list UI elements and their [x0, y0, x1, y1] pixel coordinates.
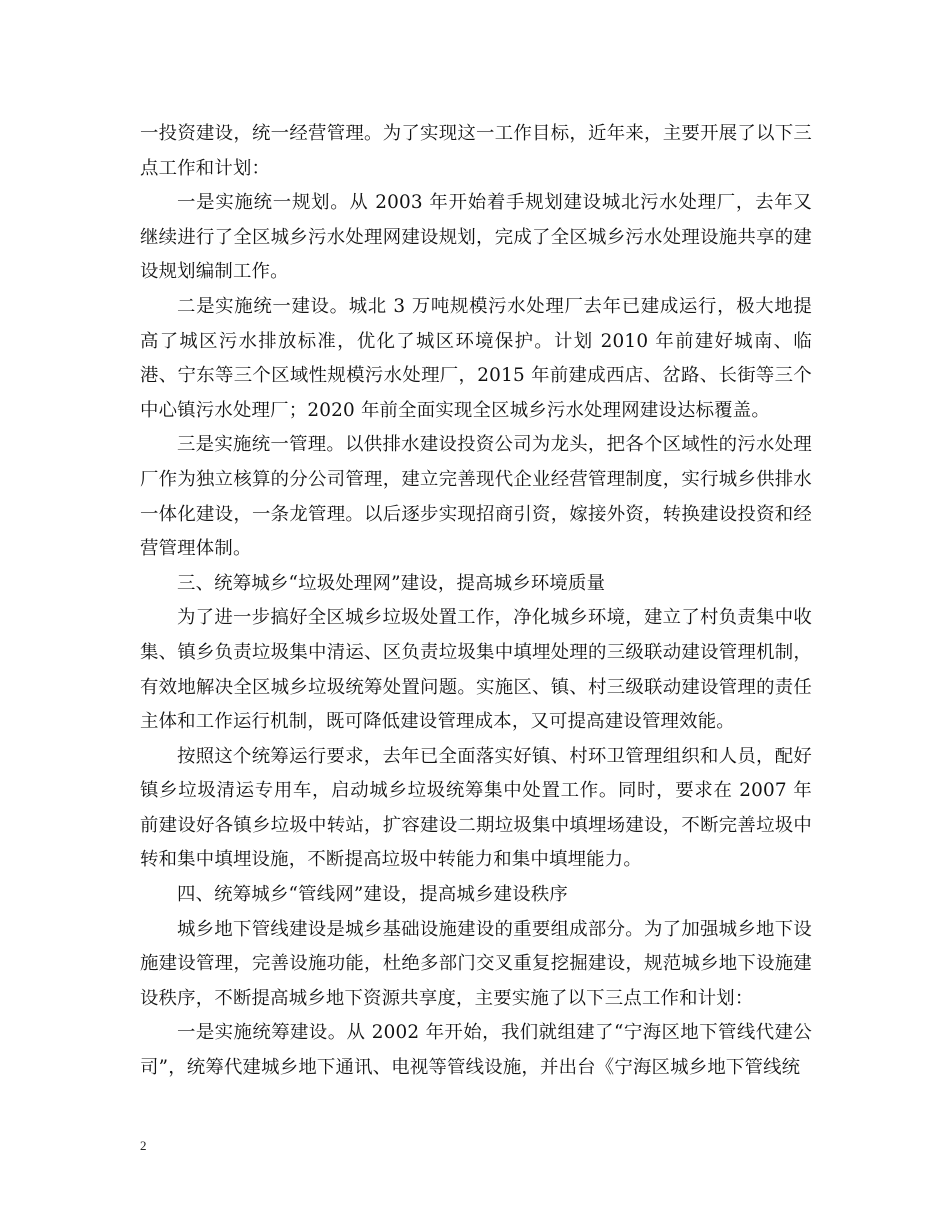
paragraph-4: 三是实施统一管理。以供排水建设投资公司为龙头，把各个区域性的污水处理厂作为独立核算的分公司管理，建立完善现代企业经营管理制度，实行城乡供排水一体化建设，一条龙管理。以后逐步实现招商引资，嫁接外资，转换建设投资和经营管理体制。 [140, 434, 812, 560]
paragraph-6: 为了进一步搞好全区城乡垃圾处置工作，净化城乡环境，建立了村负责集中收集、镇乡负责垃圾集中清运、区负责垃圾集中填埋处理的三级联动建设管理机制，有效地解决全区城乡垃圾统筹处置问题。实施区、镇、村三级联动建设管理的责任主体和工作运行机制，既可降低建设管理成本，又可提高建设管理效能。 [140, 607, 812, 733]
page-number: 2 [140, 1138, 147, 1153]
paragraph-10: 一是实施统筹建设。从 2002 年开始，我们就组建了“宁海区地下管线代建公司”，统筹代建城乡地下通讯、电视等管线设施，并出台《宁海区城乡地下管线统 [140, 1022, 812, 1079]
paragraph-9: 城乡地下管线建设是城乡基础设施建设的重要组成部分。为了加强城乡地下设施建设管理，完善设施功能，杜绝多部门交叉重复挖掘建设，规范城乡地下设施建设秩序，不断提高城乡地下资源共享度，主要实施了以下三点工作和计划： [140, 918, 812, 1009]
section-heading-3: 三、统筹城乡“垃圾处理网”建设，提高城乡环境质量 [177, 572, 606, 594]
document-body [140, 117, 812, 1086]
paragraph-3: 二是实施统一建设。城北 3 万吨规模污水处理厂去年已建成运行，极大地提高了城区污水排放标准，优化了城区环境保护。计划 2010 年前建好城南、临港、宁东等三个区域性规模污水处理厂，2015 年前建成西店、岔路、长街等三个中心镇污水处理厂；2020 年前全面实现全区城乡污水处理网建设达标覆盖。 [140, 295, 812, 421]
section-heading-4: 四、统筹城乡“管线网”建设，提高城乡建设秩序 [177, 884, 569, 906]
paragraph-1: 一投资建设，统一经营管理。为了实现这一工作目标，近年来，主要开展了以下三点工作和计划： [140, 123, 812, 179]
paragraph-7: 按照这个统筹运行要求，去年已全面落实好镇、村环卫管理组织和人员，配好镇乡垃圾清运专用车，启动城乡垃圾统筹集中处置工作。同时，要求在 2007 年前建设好各镇乡垃圾中转站，扩容建设二期垃圾集中填埋场建设，不断完善垃圾中转和集中填埋设施，不断提高垃圾中转能力和集中填埋能力。 [140, 745, 812, 871]
paragraph-2: 一是实施统一规划。从 2003 年开始着手规划建设城北污水处理厂，去年又继续进行了全区城乡污水处理网建设规划，完成了全区城乡污水处理设施共享的建设规划编制工作。 [140, 192, 812, 283]
